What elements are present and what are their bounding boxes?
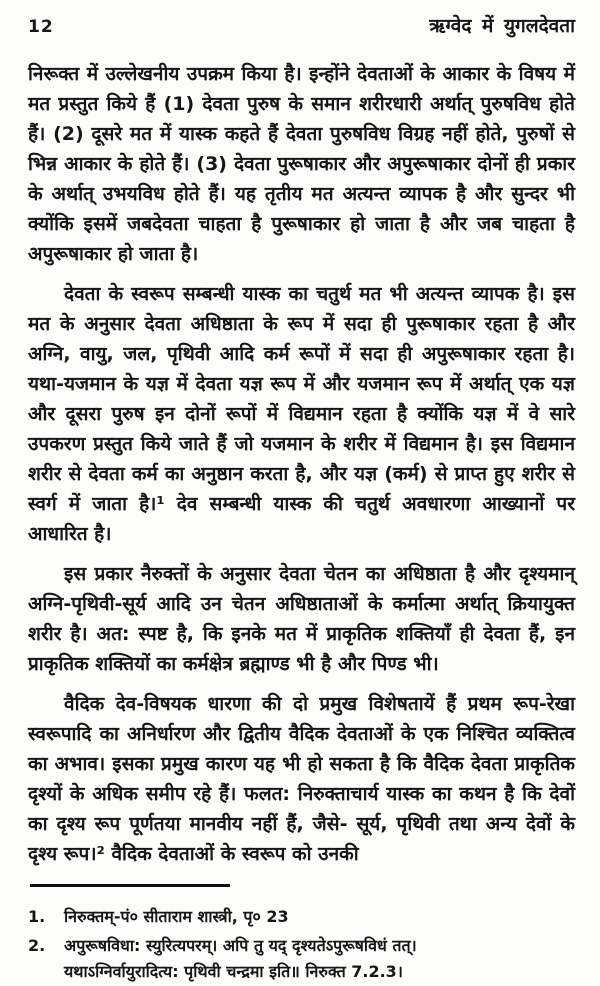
page-number: 12 bbox=[28, 17, 54, 37]
running-title: ऋग्वेद में युगलदेवता bbox=[429, 15, 575, 37]
footnote-list bbox=[28, 904, 575, 985]
footnote-text bbox=[64, 933, 575, 985]
body-paragraph-4: वैदिक देव-विषयक धारणा की दो प्रमुख विशेषतायें हैं प्रथम रूप-रेखा स्वरूपादि का अनिर्धारण और द्वितीय वैदिक देवताओं के एक निश्चित व्यक्तित्व का अभाव। इसका प्रमुख कारण यह भी हो सकता है कि वैदिक देवता प्राकृतिक दृश्यों के अधिक समीप रहे हैं। फलत: निरुक्ताचार्य यास्क का कथन है कि देवों का दृश्य रूप पूर्णतया मानवीय नहीं हैं, जैसे- सूर्य, पृथिवी तथा अन्य देवों के दृश्य रूप।² वैदिक देवताओं के स्वरूप को उनकी bbox=[28, 693, 575, 865]
footnote-marker: 1. bbox=[28, 907, 46, 926]
footnote-text-line: अपुरूषविधा: स्युरित्यपरम्। अपि तु यद् दृश्यतेऽपुरूषविधं तत्। bbox=[64, 936, 417, 955]
page-body bbox=[28, 59, 575, 869]
footnote-text-line: यथाऽग्निर्वायुरादित्य: पृथिवी चन्द्रमा इति॥ निरुक्त 7.2.3। bbox=[64, 962, 403, 981]
footnote-item bbox=[28, 933, 575, 985]
body-paragraph-3: इस प्रकार नैरुक्तों के अनुसार देवता चेतन का अधिष्ठाता है और दृश्यमान् अग्नि-पृथिवी-सूर्य आदि उन चेतन अधिष्ठाताओं के कर्मात्मा अर्थात् क्रियायुक्त शरीर है। अत: स्पष्ट है, कि इनके मत में प्राकृतिक शक्तियाँ ही देवता हैं, इन प्राकृतिक शक्तियों का कर्मक्षेत्र ब्रह्माण्ड भी है और पिण्ड भी। bbox=[28, 563, 575, 675]
body-paragraph-1: निरूक्त में उल्लेखनीय उपक्रम किया है। इन्होंने देवताओं के आकार के विषय में मत प्रस्तुत किये हैं (1) देवता पुरुष के समान शरीरधारी अर्थात् पुरुषविध होते हैं। (2) दूसरे मत में यास्क कहते हैं देवता पुरुषविध विग्रह नहीं होते, पुरुषों से भिन्न आकार के होते हैं। (3) देवता पुरूषाकार और अपुरूषाकार दोनों ही प्रकार के अर्थात् उभयविध होते हैं। यह तृतीय मत अत्यन्त व्यापक है और सुन्दर भी क्योंकि इसमें जबदेवता चाहता है पुरूषाकार हो जाता है और जब चाहता है अपुरूषाकार हो जाता है। bbox=[28, 63, 575, 265]
footnote-item bbox=[28, 904, 575, 930]
footnote-divider bbox=[30, 884, 230, 887]
page-header bbox=[28, 12, 575, 38]
footnote-marker: 2. bbox=[28, 936, 46, 955]
footnote-text: निरुक्तम्-पं० सीताराम शास्त्री, पृ० 23 bbox=[64, 907, 289, 926]
body-paragraph-2: देवता के स्वरूप सम्बन्धी यास्क का चतुर्थ मत भी अत्यन्त व्यापक है। इस मत के अनुसार देवता अधिष्ठाता के रूप में सदा ही पुरूषाकार रहता है और अग्नि, वायु, जल, पृथिवी आदि कर्म रूपों में सदा ही अपुरूषाकार रहता है। यथा-यजमान के यज्ञ में देवता यज्ञ रूप में और यजमान रूप में अर्थात् एक यज्ञ और दूसरा पुरुष इन दोनों रूपों में विद्यमान रहता है क्योंकि यज्ञ में वे सारे उपकरण प्रस्तुत किये जाते हैं जो यजमान के शरीर में विद्यमान है। इस विद्यमान शरीर से देवता कर्म का अनुष्ठान करता है, और यज्ञ (कर्म) से प्राप्त हुए शरीर से स्वर्ग में जाता है।¹ देव सम्बन्धी यास्क की चतुर्थ अवधारणा आख्यानों पर आधारित है। bbox=[28, 283, 575, 545]
